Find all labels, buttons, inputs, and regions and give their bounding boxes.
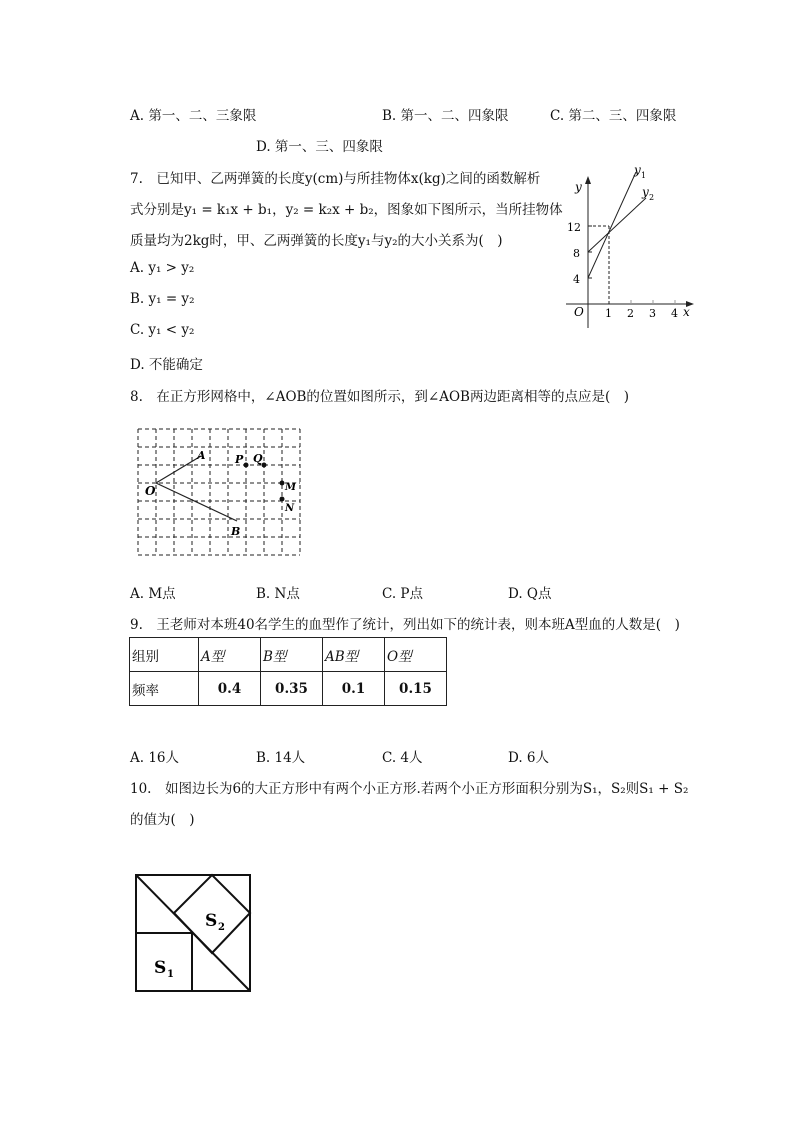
q7-option-b: B. y₁ = y₂: [130, 291, 195, 307]
label-q: Q: [253, 452, 263, 465]
q7-option-c: C. y₁ < y₂: [130, 322, 195, 338]
line-y2-label: y: [642, 185, 649, 199]
cell-freq-o: 0.15: [385, 672, 447, 706]
x-tick-1: 1: [605, 307, 612, 320]
q9-option-a: A. 16人: [130, 750, 180, 766]
q9-option-b: B. 14人: [256, 750, 306, 766]
q9-option-d: D. 6人: [508, 750, 550, 766]
origin-label: O: [574, 305, 584, 319]
q9-option-c: C. 4人: [382, 750, 423, 766]
q7-stem-line3: 质量均为2kg时，甲、乙两弹簧的长度y₁与y₂的大小关系为( ): [130, 233, 503, 249]
header-group: 组别: [130, 638, 199, 672]
q8-option-a: A. M点: [130, 586, 176, 602]
y-tick-12: 12: [567, 221, 581, 234]
q7-linear-graph: [560, 160, 700, 335]
y-tick-4: 4: [573, 273, 580, 286]
header-type-a: A型: [199, 638, 261, 672]
x-tick-4: 4: [671, 307, 678, 320]
q6-option-a: A. 第一、二、三象限: [130, 108, 257, 124]
q6-option-c: C. 第二、三、四象限: [550, 108, 677, 124]
ray-oa: [156, 456, 201, 483]
line-y1-label: y: [634, 163, 641, 177]
label-n: N: [285, 503, 295, 514]
x-axis-label: x: [683, 305, 690, 319]
label-s1-sub: 1: [167, 969, 174, 980]
q7-stem-line1: 7. 已知甲、乙两弹簧的长度y(cm)与所挂物体x(kg)之间的函数解析: [130, 171, 541, 187]
q10-stem-line2: 的值为( ): [130, 812, 195, 828]
q8-option-b: B. N点: [256, 586, 300, 602]
y-axis-label: y: [575, 180, 582, 194]
line-y2: [588, 198, 646, 252]
dashed-grid: [138, 429, 300, 555]
q8-option-c: C. P点: [382, 586, 424, 602]
label-m: M: [285, 482, 297, 493]
table-header-row: [130, 638, 447, 672]
blood-type-table: [129, 637, 447, 706]
label-a: A: [197, 449, 206, 462]
q10-square-figure: [134, 873, 254, 995]
q6-option-d: D. 第一、三、四象限: [256, 139, 383, 155]
line-y1-sub: 1: [641, 171, 647, 180]
q9-stem: 9. 王老师对本班40名学生的血型作了统计，列出如下的统计表，则本班A型血的人数是( ): [130, 617, 680, 633]
q6-option-b: B. 第一、二、四象限: [382, 108, 509, 124]
y-axis-arrow: [585, 176, 591, 184]
point-m: [280, 481, 285, 486]
cell-freq-a: 0.4: [199, 672, 261, 706]
label-p: P: [235, 453, 244, 466]
q7-option-a: A. y₁ > y₂: [130, 260, 195, 276]
q7-stem-line2: 式分别是y₁ = k₁x + b₁，y₂ = k₂x + b₂，图象如下图所示，当所挂物体: [130, 202, 563, 218]
q8-stem: 8. 在正方形网格中，∠AOB的位置如图所示，到∠AOB两边距离相等的点应是( ): [130, 389, 630, 405]
line-y2-sub: 2: [649, 193, 655, 202]
header-type-b: B型: [261, 638, 323, 672]
cell-freq-ab: 0.1: [323, 672, 385, 706]
q8-grid-figure: [136, 427, 306, 559]
row-label-frequency: 频率: [130, 672, 199, 706]
y-tick-8: 8: [573, 247, 580, 260]
header-type-o: O型: [385, 638, 447, 672]
cell-freq-b: 0.35: [261, 672, 323, 706]
header-type-ab: AB型: [323, 638, 385, 672]
label-o: O: [145, 484, 156, 498]
q8-option-d: D. Q点: [508, 586, 552, 602]
line-y1: [588, 172, 636, 278]
point-n: [280, 497, 285, 502]
x-tick-3: 3: [649, 307, 656, 320]
point-p: [244, 463, 249, 468]
label-s1: S: [154, 958, 167, 978]
label-s2: S: [205, 911, 218, 931]
x-tick-2: 2: [627, 307, 634, 320]
table-row: [130, 672, 447, 706]
label-b: B: [231, 525, 241, 538]
ray-ob: [156, 483, 237, 521]
q7-option-d: D. 不能确定: [130, 357, 203, 373]
label-s2-sub: 2: [218, 922, 225, 933]
q10-stem-line1: 10. 如图边长为6的大正方形中有两个小正方形.若两个小正方形面积分别为S₁，S₂则S₁ + S₂: [130, 781, 689, 797]
